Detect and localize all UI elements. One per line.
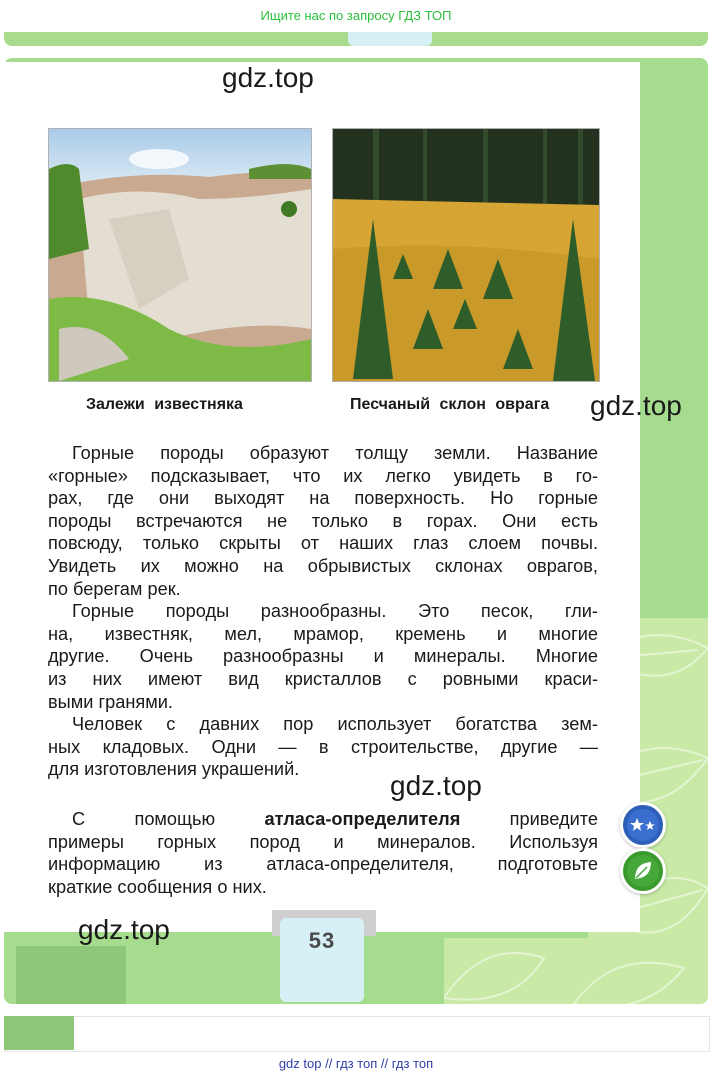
text-line: Увидеть их можно на обрывистых склонах оврагов, (48, 555, 598, 576)
footer-links[interactable]: gdz top // гдз топ // гдз топ (278, 1056, 434, 1071)
text-line: Горные породы разнообразны. Это песок, гли- (72, 601, 598, 622)
stars-icon[interactable] (620, 802, 666, 848)
text-line: из них имеют вид кристаллов с ровными краси- (48, 668, 598, 689)
task-line: примеры горных пород и минералов. Используя (48, 831, 598, 852)
leaf-icon[interactable] (620, 848, 666, 894)
task-prefix: С помощью (72, 809, 265, 829)
leaf-pattern-bottom (444, 938, 708, 1004)
text-line: выми гранями. (48, 691, 173, 712)
text-line: повсюду, только скрыты от наших глаз слоем почвы. (48, 533, 598, 554)
decorative-block (16, 946, 126, 1004)
text-line: для изготовления украшений. (48, 759, 300, 780)
limestone-quarry-illustration (49, 129, 311, 381)
task-line (48, 808, 598, 831)
watermark: gdz.top (390, 770, 482, 801)
watermark: gdz.top (222, 62, 314, 93)
top-page-tab (348, 32, 432, 46)
task-line: информацию из атласа-определителя, подготовьте (48, 854, 598, 875)
text-line: по берегам рек. (48, 578, 181, 599)
text-line: Человек с давних пор использует богатства зем- (72, 714, 598, 735)
stars-glyph (623, 805, 663, 845)
photo-caption-slope: Песчаный склон оврага (350, 396, 550, 413)
page-number-tab (280, 918, 364, 1002)
task-suffix: приведите (460, 809, 598, 829)
text-line: породы встречаются не только в горах. Они есть (48, 510, 598, 531)
text-line: ных кладовых. Одни — в строительстве, другие — (48, 736, 598, 757)
task-bold-term: атласа-определителя (264, 809, 461, 829)
leaf-glyph (623, 851, 663, 891)
body-text (48, 442, 598, 781)
text-line: другие. Очень разнообразны и минералы. Многие (48, 646, 598, 667)
text-line: рах, где они выходят на поверхность. Но горные (48, 488, 598, 509)
task-text (48, 808, 598, 898)
text-line: «горные» подсказывает, что их легко увидеть в го- (48, 465, 598, 486)
sandy-slope-photo (332, 128, 600, 382)
photo-caption-limestone: Залежи известняка (86, 396, 243, 413)
watermark: gdz.top (78, 914, 170, 945)
watermark: gdz.top (590, 390, 682, 421)
next-page-preview-accent (4, 1016, 74, 1050)
next-page-preview (4, 1016, 710, 1052)
top-banner[interactable]: Ищите нас по запросу ГДЗ ТОП (260, 8, 452, 23)
page-number: 53 (308, 928, 336, 953)
text-line: на, известняк, мел, мрамор, кремень и многие (48, 623, 598, 644)
text-line: Горные породы образуют толщу земли. Название (72, 443, 598, 463)
sandy-ravine-illustration (333, 129, 599, 381)
task-line: краткие сообщения о них. (48, 876, 267, 897)
limestone-photo (48, 128, 312, 382)
